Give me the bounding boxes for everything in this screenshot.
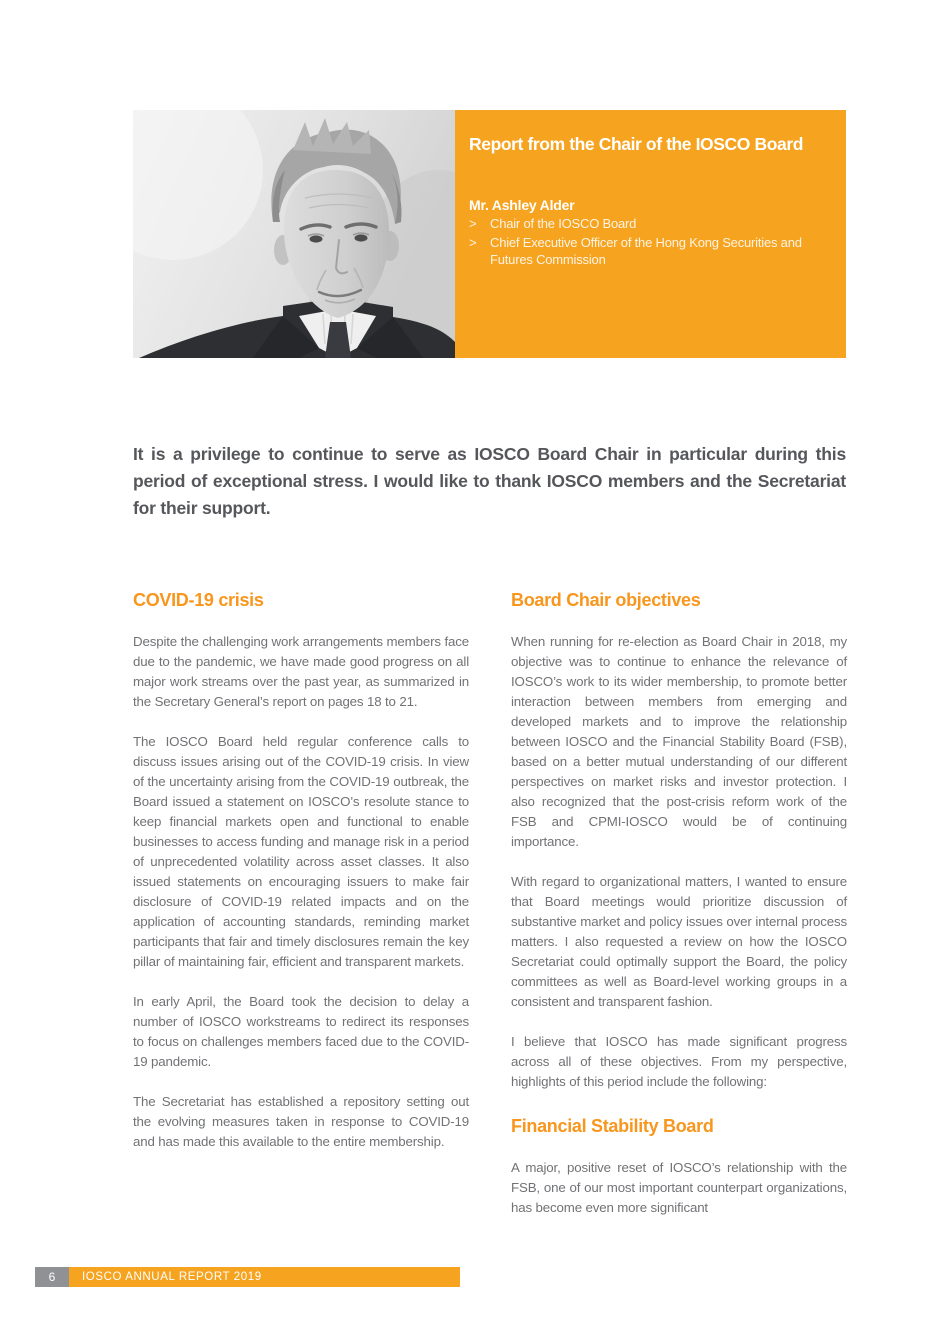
- person-role-text: Chief Executive Officer of the Hong Kong Securities and Futures Commission: [490, 235, 802, 267]
- ashley-alder-portrait: [133, 110, 455, 358]
- person-name: Mr. Ashley Alder: [469, 197, 575, 213]
- person-role-2: [469, 234, 828, 268]
- chevron-bullet-icon: >: [469, 235, 477, 250]
- column-right: [511, 590, 847, 1238]
- person-role-1: [469, 215, 828, 232]
- column-left: [133, 590, 469, 1238]
- section-heading-covid19-crisis: COVID-19 crisis: [133, 590, 264, 610]
- body-columns: [133, 590, 847, 1238]
- chair-report-banner: [455, 110, 846, 358]
- body-paragraph: The IOSCO Board held regular conference calls to discuss issues arising out of the COVID-19 crisis. In view of the uncertainty arising from the COVID-19 outbreak, the Board issued a statement on IOSCO’s resolute stance to keep financial markets open and functional to enable businesses to access funding and manage risk in a period of unprecedented volatility across asset classes. It also issued statements on encouraging issuers to make fair disclosure of COVID-19 related impacts and on the application of accounting standards, reminding market participants that fair and timely disclosures remain the key pillar of maintaining fair, efficient and transparent markets.: [133, 734, 469, 969]
- body-paragraph: When running for re-election as Board Chair in 2018, my objective was to continue to enhance the relevance of IOSCO’s work to its wider membership, to promote better interaction between members from emerging and developed markets and to improve the relationship between IOSCO and the Financial Stability Board (FSB), based on a better mutual understanding of our different perspectives on market risks and investor protection. I also recognized that the post-crisis reform work of the FSB and CPMI-IOSCO would be of continuing importance.: [511, 634, 847, 849]
- page-footer: [35, 1267, 460, 1287]
- person-role-text: Chair of the IOSCO Board: [490, 216, 637, 231]
- body-paragraph: With regard to organizational matters, I wanted to ensure that Board meetings would prioritize discussion of substantive market and policy issues over internal process matters. I also requested a review on how the IOSCO Secretariat could optimally support the Board, the policy committees as well as Board-level working groups in a consistent and transparent fashion.: [511, 874, 847, 1009]
- body-paragraph: I believe that IOSCO has made significant progress across all of these objectives. From my perspective, highlights of this period include the following:: [511, 1034, 847, 1089]
- body-paragraph: A major, positive reset of IOSCO’s relationship with the FSB, one of our most important counterpart organizations, has become even more significant: [511, 1160, 847, 1215]
- person-block: [469, 197, 828, 268]
- section-heading-board-chair-objectives: Board Chair objectives: [511, 590, 701, 610]
- page-number: 6: [35, 1267, 69, 1287]
- body-paragraph: Despite the challenging work arrangements members face due to the pandemic, we have made good progress on all major work streams over the past year, as summarized in the Secretary General’s report on pages 18 to 21.: [133, 634, 469, 709]
- banner-title: Report from the Chair of the IOSCO Board: [469, 134, 804, 154]
- body-paragraph: The Secretariat has established a repository setting out the evolving measures taken in response to COVID-19 and has made this available to the entire membership.: [133, 1094, 469, 1149]
- section-heading-financial-stability-board: Financial Stability Board: [511, 1116, 714, 1136]
- portrait-photo-frame: [133, 110, 455, 358]
- chevron-bullet-icon: >: [469, 216, 477, 231]
- body-paragraph: In early April, the Board took the decision to delay a number of IOSCO workstreams to redirect its responses to focus on challenges members faced due to the COVID-19 pandemic.: [133, 994, 469, 1069]
- intro-quote: It is a privilege to continue to serve as IOSCO Board Chair in particular during this period of exceptional stress. I would like to thank IOSCO members and the Secretariat for their support.: [133, 444, 846, 518]
- footer-report-label: IOSCO ANNUAL REPORT 2019: [69, 1267, 460, 1287]
